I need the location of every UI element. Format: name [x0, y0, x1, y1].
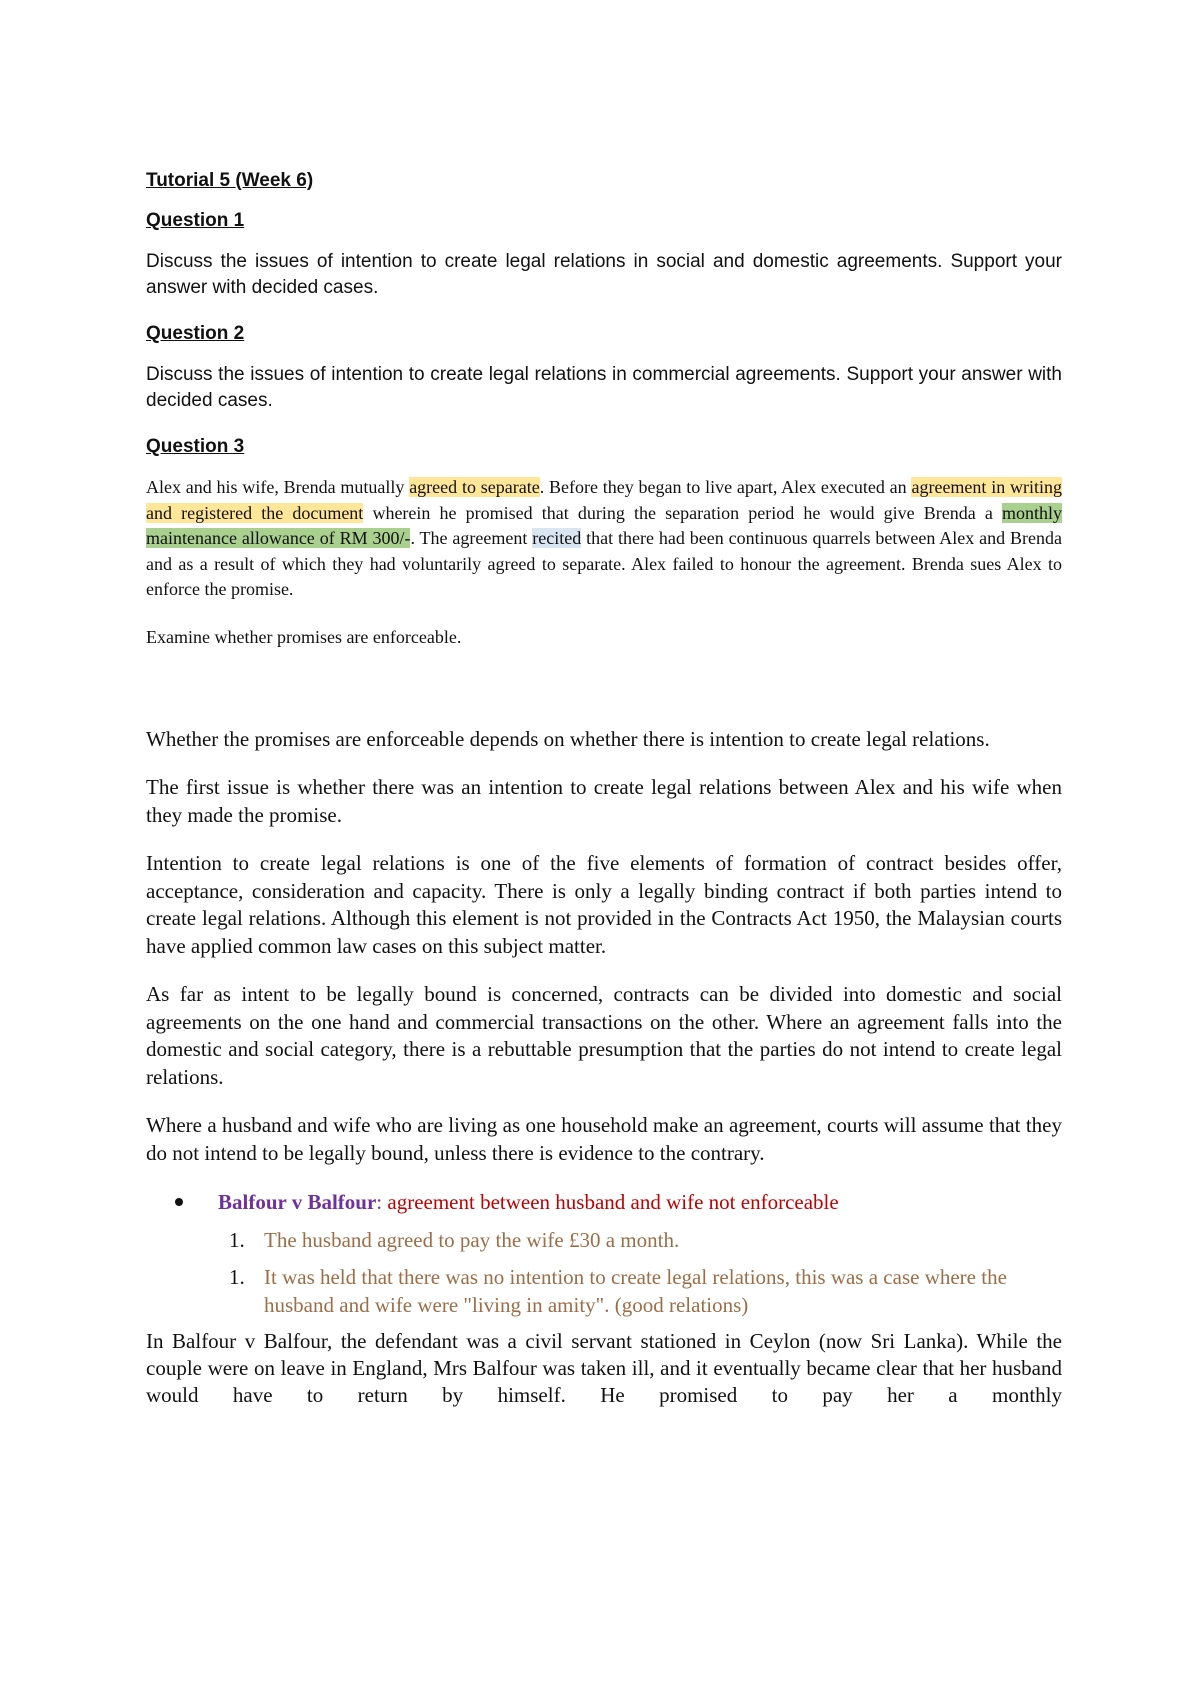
question-2-text: Discuss the issues of intention to create legal relations in commercial agreements. Support your answer with decided cases. — [146, 364, 1062, 411]
question-1-heading: Question 1 — [146, 210, 245, 231]
answer-paragraph-3: Intention to create legal relations is one of the five elements of formation of contract besides offer, acceptance, consideration and capacity. There is only a legally binding contract if both parties intend to create legal relations. Although this element is not provided in the Contracts Act 1950, the Malaysian courts have applied common law cases on this subject matter. — [146, 851, 1062, 958]
case-colon: : — [376, 1190, 383, 1214]
question-3-heading: Question 3 — [146, 436, 245, 457]
scenario-text: Alex and his wife, Brenda mutually — [146, 477, 410, 497]
scenario-text: . Before they began to live apart, Alex executed an — [539, 477, 912, 497]
answer-paragraph-4: As far as intent to be legally bound is concerned, contracts can be divided into domestic and social agreements on the one hand and commercial transactions on the other. Where an agreement falls into the domestic and social category, there is a rebuttable presumption that the parties do not intend to create legal relations. — [146, 982, 1062, 1089]
highlight-recited: recited — [532, 528, 582, 548]
question-1-text: Discuss the issues of intention to create legal relations in social and domestic agreements. Support your answer with decided cases. — [146, 251, 1062, 298]
document-page — [146, 170, 1062, 1409]
highlight-agreement-in-writing: agreement in writing and registered the document — [146, 477, 1063, 523]
scenario-text: . The agreement — [410, 528, 533, 548]
question-3-instruction: Examine whether promises are enforceable. — [146, 626, 462, 647]
answer-paragraph-6: In Balfour v Balfour, the defendant was a civil servant stationed in Ceylon (now Sri Lanka). While the couple were on leave in England, Mrs Balfour was taken ill, and it eventually became clear that her husband would have to return by himself. He promised to pay her a monthly — [146, 1329, 1062, 1407]
question-3-scenario — [146, 475, 1062, 603]
case-facts-list — [146, 1226, 1062, 1319]
case-name: Balfour v Balfour — [218, 1190, 377, 1214]
question-2-heading: Question 2 — [146, 323, 245, 344]
answer-paragraph-1: Whether the promises are enforceable depends on whether there is intention to create legal relations. — [146, 726, 990, 751]
list-number: 1. — [229, 1228, 245, 1252]
scenario-text: wherein he promised that during the separation period he would give Brenda a — [363, 502, 1002, 523]
highlight-maintenance-allowance: monthly maintenance allowance of RM 300/- — [146, 502, 1062, 548]
case-item — [218, 1188, 1062, 1216]
case-fact-text: It was held that there was no intention to create legal relations, this was a case where the husband and wife were "living in amity". (good relations) — [264, 1265, 1007, 1317]
case-list — [146, 1188, 1062, 1216]
case-fact-item — [229, 1263, 1062, 1319]
case-fact-text: The husband agreed to pay the wife £30 a month. — [264, 1228, 680, 1252]
bullet-icon — [175, 1198, 183, 1206]
highlight-agreed-to-separate: agreed to separate — [409, 477, 540, 497]
answer-paragraph-2: The first issue is whether there was an intention to create legal relations between Alex and his wife when they made the promise. — [146, 775, 1062, 827]
case-fact-item — [229, 1226, 1062, 1254]
case-description: agreement between husband and wife not enforceable — [382, 1190, 839, 1214]
scenario-text: that there had been continuous quarrels between Alex and Brenda and as a result of which they had voluntarily agreed to separate. Alex failed to honour the agreement. Brenda sues Alex to enforce the promise. — [146, 528, 1062, 599]
document-title: Tutorial 5 (Week 6) — [146, 170, 314, 191]
answer-paragraph-5: Where a husband and wife who are living as one household make an agreement, courts will assume that they do not intend to be legally bound, unless there is evidence to the contrary. — [146, 1113, 1062, 1165]
list-number: 1. — [229, 1265, 245, 1289]
